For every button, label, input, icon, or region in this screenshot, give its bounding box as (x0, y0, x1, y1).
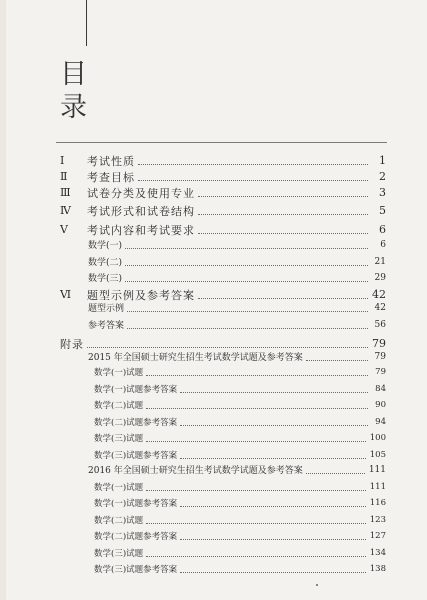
toc-entry[interactable] (60, 184, 386, 201)
toc-page-number: 105 (369, 449, 386, 460)
toc-label: 数学(一)试题参考答案 (94, 498, 178, 509)
toc-page-number: 79 (372, 337, 386, 350)
toc-label: 考试形式和试卷结构 (87, 204, 195, 218)
toc-entry[interactable] (60, 202, 386, 219)
toc-entry[interactable] (94, 560, 386, 577)
toc-entry[interactable] (94, 511, 386, 528)
toc-label: 数学(一)试题参考答案 (94, 384, 178, 395)
dot-leader (306, 472, 365, 474)
dot-leader (125, 280, 368, 282)
toc-page-number: 6 (379, 223, 386, 236)
toc-page-number: 2 (379, 170, 386, 183)
toc-numeral: Ⅵ (60, 288, 72, 301)
toc-label: 考试内容和考试要求 (87, 223, 195, 237)
dot-leader (180, 538, 366, 540)
dot-leader (180, 571, 366, 573)
toc-page-number: 90 (375, 399, 386, 410)
toc-label: 数学(一)试题 (94, 367, 144, 378)
toc-entry[interactable] (94, 494, 386, 511)
toc-label: 数学(二) (88, 258, 123, 268)
dot-leader (180, 424, 368, 426)
toc-page-number: 127 (369, 530, 386, 541)
dot-leader (125, 264, 368, 266)
toc-label: 数学(三)试题参考答案 (94, 564, 178, 575)
dot-leader (180, 457, 366, 459)
dot-leader (180, 391, 368, 393)
toc-label: 数学(一) (88, 241, 123, 251)
toc-entry[interactable] (94, 544, 386, 561)
toc-label: 数学(三)试题参考答案 (94, 450, 178, 461)
toc-numeral: Ⅴ (60, 223, 68, 236)
dot-leader (138, 179, 368, 181)
toc-page-number: 79 (374, 351, 386, 362)
toc-label: 数学(二)试题参考答案 (94, 417, 178, 428)
dot-leader (146, 522, 366, 524)
toc-label: 数学(二)试题参考答案 (94, 531, 178, 542)
dot-leader (127, 327, 368, 329)
toc-entry[interactable] (94, 478, 386, 495)
dot-leader (146, 407, 368, 409)
dot-leader (198, 195, 368, 197)
toc-entry[interactable] (94, 380, 386, 397)
toc-label: 数学(二)试题 (94, 515, 144, 526)
toc-label: 2015 年全国硕士研究生招生考试数学试题及参考答案 (88, 353, 303, 363)
toc-label: 数学(一)试题 (94, 482, 144, 493)
toc-page-number: 134 (369, 547, 386, 558)
toc-page-number: 42 (372, 288, 386, 301)
dot-leader (146, 489, 366, 491)
dot-leader (146, 440, 366, 442)
toc-entry[interactable] (88, 461, 386, 478)
toc-label: 附录 (60, 337, 84, 351)
toc-entry[interactable] (88, 269, 386, 286)
toc-page-number: 3 (379, 186, 386, 199)
toc-page-number: 138 (369, 563, 386, 574)
toc-page-number: 79 (375, 366, 386, 377)
page-speck (316, 584, 318, 586)
toc-label: 数学(三)试题 (94, 433, 144, 444)
toc-page-number: 84 (375, 383, 386, 394)
toc-page-number: 42 (374, 302, 386, 313)
toc-label: 2016 年全国硕士研究生招生考试数学试题及参考答案 (88, 466, 303, 476)
dot-leader (306, 359, 368, 361)
dot-leader (127, 310, 368, 312)
dot-leader (198, 232, 368, 234)
toc-entry[interactable] (60, 152, 386, 169)
toc-entry[interactable] (94, 527, 386, 544)
toc-label: 数学(二)试题 (94, 400, 144, 411)
toc-entry[interactable] (60, 168, 386, 185)
toc-page-number: 111 (368, 464, 386, 475)
toc-page-number: 21 (374, 256, 386, 267)
dot-leader (180, 505, 366, 507)
toc-entry[interactable] (88, 316, 386, 333)
toc-entry[interactable] (94, 396, 386, 413)
toc-page-number: 5 (379, 204, 386, 217)
toc-page-number: 6 (380, 239, 386, 250)
toc-page-number: 29 (374, 272, 386, 283)
toc-label: 题型示例 (88, 304, 125, 314)
toc-page-number: 94 (375, 416, 386, 427)
toc-entry[interactable] (88, 253, 386, 270)
toc-numeral: Ⅰ (60, 154, 65, 167)
toc-numeral: Ⅳ (60, 204, 71, 217)
toc-numeral: Ⅱ (60, 170, 68, 183)
dot-leader (125, 247, 368, 249)
toc-entry[interactable] (94, 363, 386, 380)
toc-label: 试卷分类及使用专业 (87, 186, 195, 200)
toc-label: 数学(三) (88, 274, 123, 284)
toc-page-number: 100 (369, 432, 386, 443)
title-char-1: 目 (60, 59, 87, 90)
toc-entry[interactable] (94, 413, 386, 430)
toc-label: 参考答案 (88, 321, 125, 331)
toc-label: 题型示例及参考答案 (87, 288, 195, 302)
toc-entry[interactable] (94, 429, 386, 446)
toc-numeral: Ⅲ (60, 186, 71, 199)
toc-page-number: 56 (374, 319, 386, 330)
toc-label: 考试性质 (87, 154, 135, 168)
dot-leader (138, 163, 368, 165)
dot-leader (198, 213, 368, 215)
toc-label: 考查目标 (87, 170, 135, 184)
title-char-2: 录 (60, 92, 87, 123)
toc-entry[interactable] (88, 299, 386, 316)
dot-leader (146, 555, 366, 557)
toc-page-number: 123 (369, 514, 386, 525)
dot-leader (146, 374, 368, 376)
toc-label: 数学(三)试题 (94, 548, 144, 559)
toc-page-number: 116 (369, 497, 386, 508)
toc-entry[interactable] (88, 236, 386, 253)
toc-page-number: 111 (369, 481, 386, 492)
toc-page-number: 1 (379, 154, 386, 167)
